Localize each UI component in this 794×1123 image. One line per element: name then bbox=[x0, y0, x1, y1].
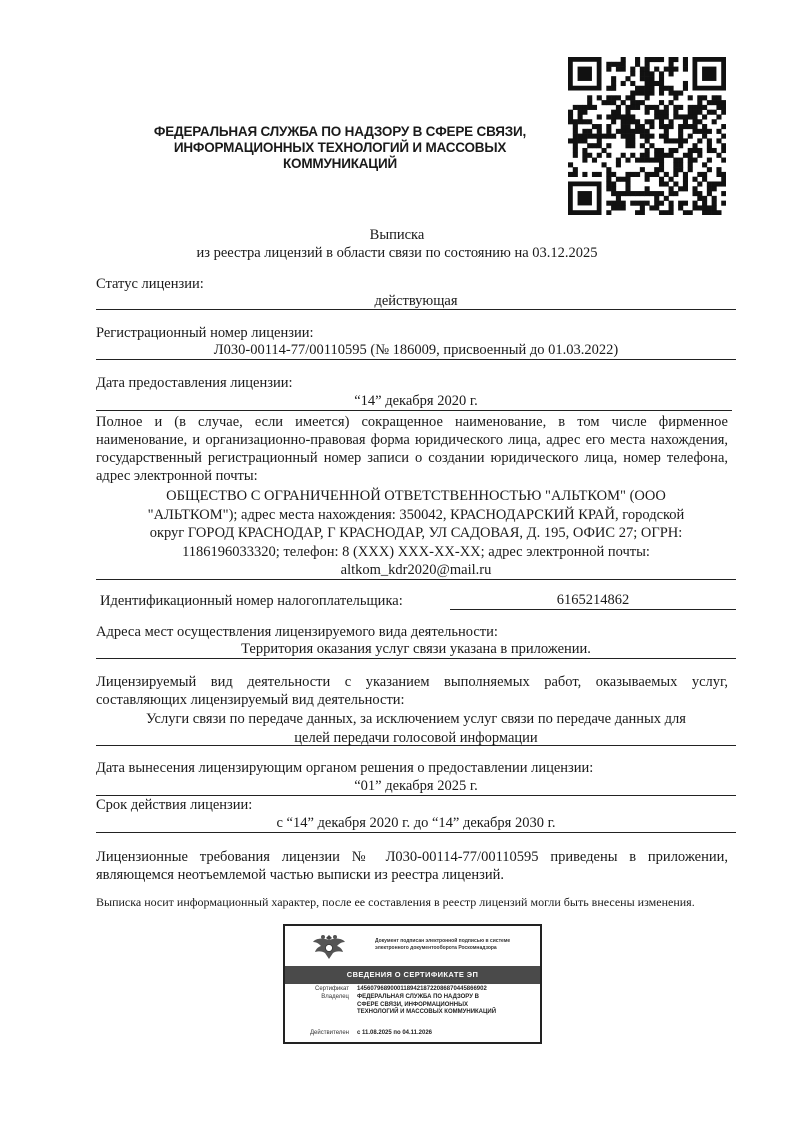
document-title: Выписка bbox=[369, 227, 425, 243]
certificate-key: Сертификат bbox=[315, 986, 349, 992]
divider bbox=[96, 832, 736, 833]
divider bbox=[96, 658, 736, 659]
divider bbox=[96, 410, 732, 411]
reg-number-value: Л030-00114-77/00110595 (№ 186009, присвоенный до 01.03.2022) bbox=[213, 342, 619, 358]
owner-key: Владелец bbox=[321, 994, 349, 1000]
signature-stamp bbox=[283, 924, 542, 1044]
licensee-value-line: ОБЩЕСТВО С ОГРАНИЧЕННОЙ ОТВЕТСТВЕННОСТЬЮ "АЛЬТКОМ" (ООО bbox=[166, 488, 666, 504]
valid-key: Действителен bbox=[309, 1030, 349, 1036]
validity-value: с “14” декабря 2020 г. до “14” декабря 2030 г. bbox=[276, 815, 556, 831]
status-label: Статус лицензии: bbox=[96, 276, 204, 292]
status-value: действующая bbox=[374, 293, 458, 309]
divider bbox=[96, 745, 736, 746]
certificate-value: 145607968900011894218722086870445866902 bbox=[357, 986, 487, 992]
document-subtitle: из реестра лицензий в области связи по состоянию на 03.12.2025 bbox=[196, 245, 598, 261]
agency-name-line: ИНФОРМАЦИОННЫХ ТЕХНОЛОГИЙ И МАССОВЫХ bbox=[173, 140, 507, 155]
agency-name-line: КОММУНИКАЦИЙ bbox=[283, 156, 397, 171]
licensee-value-line: 1186196033320; телефон: 8 (XXX) XXX-XX-XX; адрес электронной почты: bbox=[182, 543, 650, 560]
reg-number-label: Регистрационный номер лицензии: bbox=[96, 325, 314, 341]
addresses-label: Адреса мест осуществления лицензируемого вида деятельности: bbox=[96, 624, 498, 640]
valid-value: с 11.08.2025 по 04.11.2026 bbox=[357, 1030, 433, 1036]
activity-value-line: Услуги связи по передаче данных, за исключением услуг связи по передаче данных для bbox=[146, 711, 686, 727]
issue-date-label: Дата предоставления лицензии: bbox=[96, 375, 293, 391]
licensee-value-line: altkom_kdr2020@mail.ru bbox=[340, 562, 492, 578]
agency-name bbox=[110, 124, 570, 172]
licensee-value-line: "АЛЬТКОМ"); адрес места нахождения: 350042, КРАСНОДАРСКИЙ КРАЙ, городской bbox=[147, 506, 685, 523]
issue-date-value: “14” декабря 2020 г. bbox=[354, 393, 478, 409]
signature-stamp-title: СВЕДЕНИЯ О СЕРТИФИКАТЕ ЭП bbox=[285, 966, 540, 984]
notice-text: Выписка носит информационный характер, после ее составления в реестр лицензий могли быть внесены изменения. bbox=[96, 895, 695, 909]
licensee-value-line: округ ГОРОД КРАСНОДАР, Г КРАСНОДАР, УЛ САДОВАЯ, Д. 195, ОФИС 27; ОГРН: bbox=[149, 525, 683, 541]
activity-value-line: целей передачи голосовой информации bbox=[294, 729, 538, 746]
activity-label: Лицензируемый вид деятельности с указанием выполняемых работ, оказываемых услуг, составляющих лицензируемый вид деятельности: bbox=[96, 674, 728, 708]
divider bbox=[96, 359, 736, 360]
divider bbox=[96, 795, 736, 796]
signature-stamp-caption: Документ подписан электронной подписью в системе электронного документооборота Роскомнадзора bbox=[375, 938, 511, 951]
decision-date-value: “01” декабря 2025 г. bbox=[354, 778, 478, 794]
decision-date-label: Дата вынесения лицензирующим органом решения о предоставлении лицензии: bbox=[96, 760, 594, 776]
divider bbox=[96, 309, 736, 310]
qr-code-icon bbox=[568, 57, 726, 215]
divider bbox=[96, 579, 736, 580]
signature-stamp-header bbox=[285, 926, 540, 966]
requirements-text: Лицензионные требования лицензии № Л030-00114-77/00110595 приведены в приложении, являющемся неотъемлемой частью выписки из реестра лицензий. bbox=[96, 849, 728, 883]
validity-label: Срок действия лицензии: bbox=[96, 797, 253, 813]
owner-value: ФЕДЕРАЛЬНАЯ СЛУЖБА ПО НАДЗОРУ В СФЕРЕ СВЯЗИ, ИНФОРМАЦИОННЫХ ТЕХНОЛОГИЙ И МАССОВЫХ КОММУНИКАЦИЙ bbox=[357, 994, 497, 1015]
coat-of-arms-icon bbox=[309, 932, 349, 962]
inn-label: Идентификационный номер налогоплательщика: bbox=[100, 593, 403, 609]
addresses-value: Территория оказания услуг связи указана в приложении. bbox=[241, 641, 591, 657]
divider bbox=[450, 609, 736, 610]
licensee-label: Полное и (в случае, если имеется) сокращенное наименование, в том числе фирменное наименование, и организационно-правовая форма юридического лица, адрес его места нахождения, государственный регистрационный номер записи о создании юридического лица, номер телефона, адрес электронной почты: bbox=[96, 414, 728, 484]
agency-name-line: ФЕДЕРАЛЬНАЯ СЛУЖБА ПО НАДЗОРУ В СФЕРЕ СВЯЗИ, bbox=[153, 124, 527, 139]
activity-value bbox=[96, 710, 736, 747]
inn-value: 6165214862 bbox=[556, 592, 630, 608]
licensee-value bbox=[96, 487, 736, 580]
